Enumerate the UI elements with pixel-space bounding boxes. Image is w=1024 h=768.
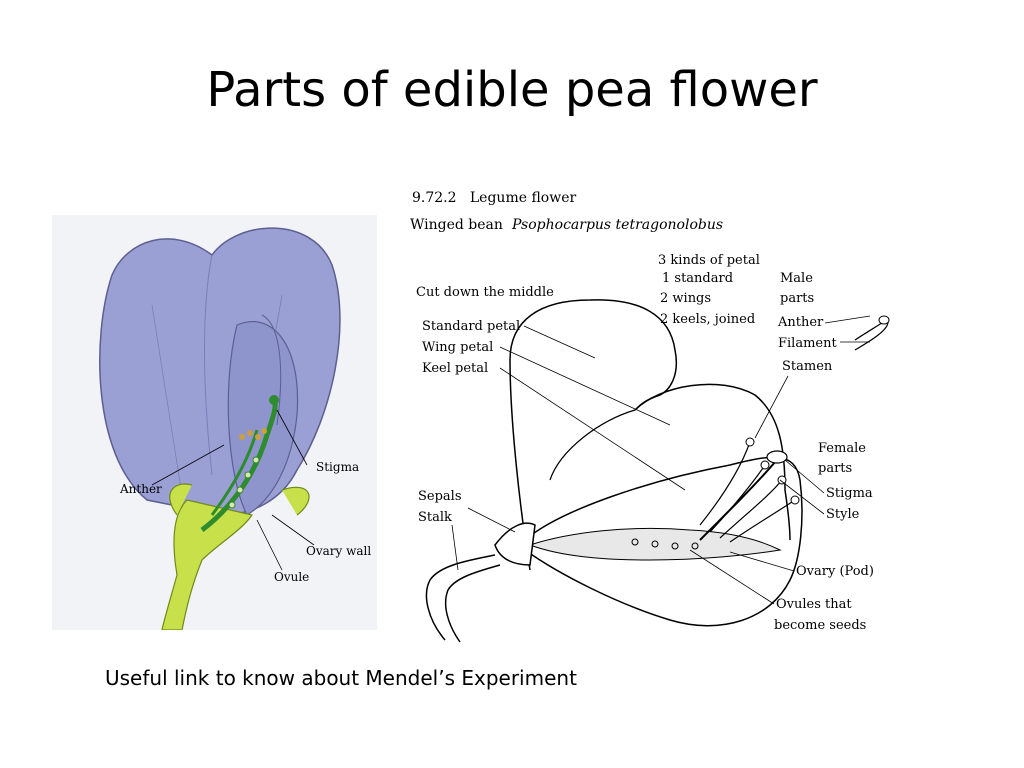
- cut-label: Cut down the middle: [416, 285, 554, 300]
- label-anther: Anther: [120, 482, 162, 496]
- label-filament: Filament: [778, 336, 837, 351]
- label-ovule: Ovule: [274, 570, 310, 584]
- species-latin-name: Psophocarpus tetragonolobus: [512, 217, 724, 233]
- label-anther-right: Anther: [778, 315, 824, 330]
- pea-flower-illustration: [52, 215, 377, 630]
- petal-kind-3: 2 keels, joined: [660, 312, 756, 327]
- label-ovules-line1: Ovules that: [776, 597, 852, 612]
- label-style: Style: [826, 507, 860, 522]
- label-ovary-wall: Ovary wall: [306, 544, 372, 558]
- petals-heading: 3 kinds of petal: [658, 253, 760, 268]
- label-stamen: Stamen: [782, 359, 833, 374]
- diagram-heading: 9.72.2 Legume flower: [412, 190, 577, 206]
- petal-kind-1: 1 standard: [662, 271, 734, 286]
- label-keel-petal: Keel petal: [422, 361, 489, 376]
- label-standard-petal: Standard petal: [422, 319, 521, 334]
- male-parts-line2: parts: [780, 291, 815, 306]
- label-stigma: Stigma: [316, 460, 360, 474]
- sepal-shape: [495, 523, 535, 565]
- slide-title: Parts of edible pea flower: [206, 62, 818, 118]
- label-ovules-line2: become seeds: [774, 618, 867, 633]
- legume-flower-diagram: [400, 180, 900, 650]
- male-parts-line1: Male: [780, 271, 813, 286]
- female-parts-line1: Female: [818, 441, 866, 456]
- label-sepals: Sepals: [418, 489, 462, 504]
- useful-link-caption[interactable]: Useful link to know about Mendel’s Experiment: [105, 666, 577, 690]
- label-stigma-right: Stigma: [826, 486, 873, 501]
- species-common-name: Winged bean: [410, 217, 503, 233]
- label-stalk: Stalk: [418, 510, 452, 525]
- label-ovary: Ovary (Pod): [796, 564, 874, 579]
- label-wing-petal: Wing petal: [422, 340, 494, 355]
- female-parts-line2: parts: [818, 461, 853, 476]
- petal-kind-2: 2 wings: [660, 291, 712, 306]
- stalk-shape: [426, 555, 500, 642]
